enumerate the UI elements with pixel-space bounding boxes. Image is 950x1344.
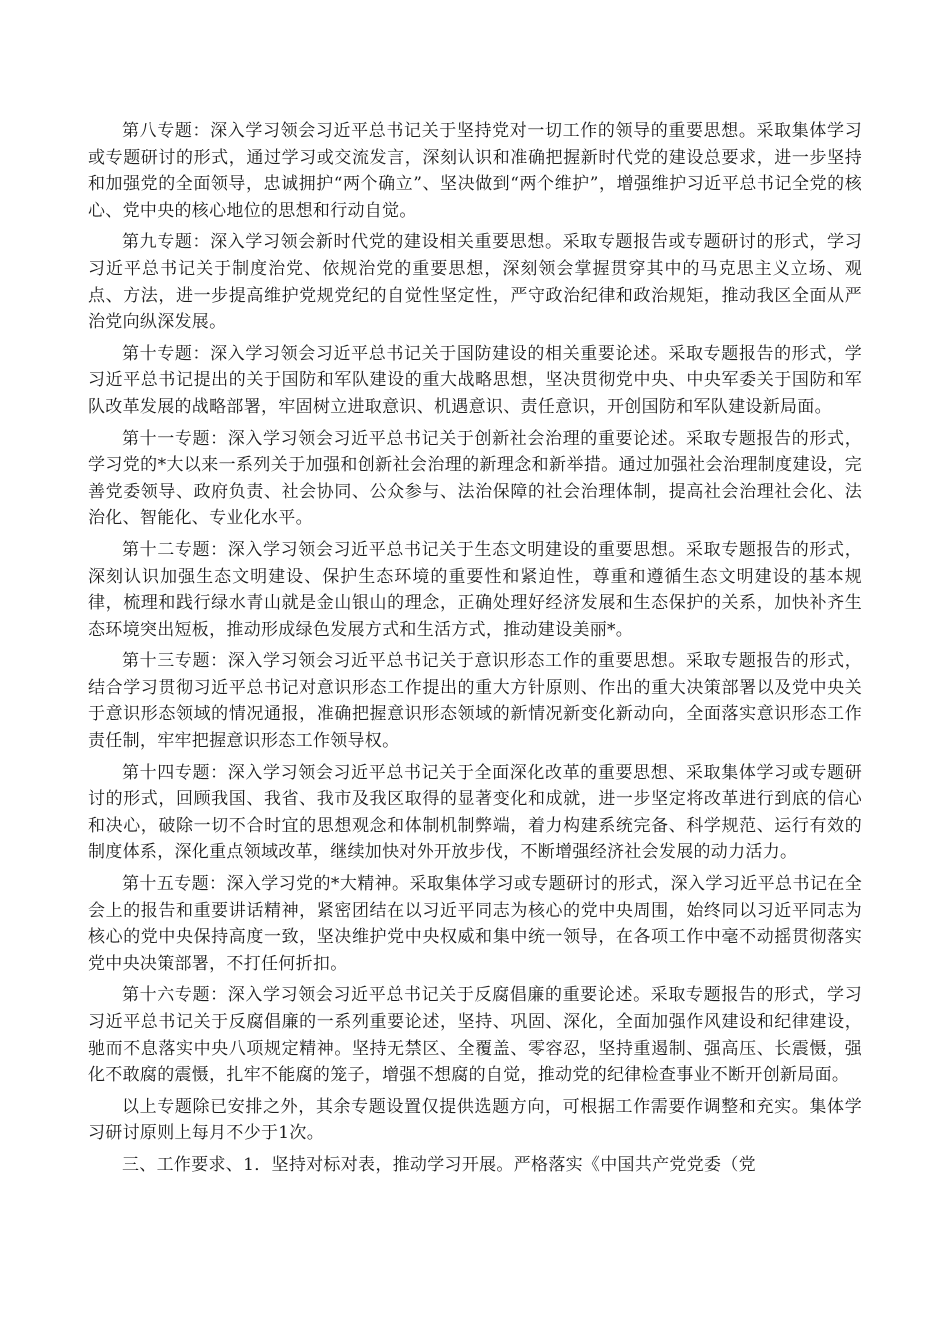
paragraph-topic-15: 第十五专题：深入学习党的*大精神。采取集体学习或专题研讨的形式，深入学习近平总书记在全会上的报告和重要讲话精神，紧密团结在以习近平同志为核心的党中央周围，始终同以习近平同志为核心的党中央保持高度一致，坚决维护党中央权威和集中统一领导，在各项工作中毫不动摇贯彻落实党中央决策部署，不打任何折扣。	[88, 874, 862, 974]
paragraph-summary: 以上专题除已安排之外，其余专题设置仅提供选题方向，可根据工作需要作调整和充实。集体学习研讨原则上每月不少于1次。	[88, 1096, 862, 1144]
paragraph-topic-16: 第十六专题：深入学习领会习近平总书记关于反腐倡廉的重要论述。采取专题报告的形式，学习习近平总书记关于反腐倡廉的一系列重要论述，坚持、巩固、深化，全面加强作风建设和纪律建设，驰而不息落实中央八项规定精神。坚持无禁区、全覆盖、零容忍，坚持重遏制、强高压、长震慑，强化不敢腐的震慑，扎牢不能腐的笼子，增强不想腐的自觉，推动党的纪律检查事业不断开创新局面。	[88, 985, 862, 1086]
paragraph-topic-8: 第八专题：深入学习领会习近平总书记关于坚持党对一切工作的领导的重要思想。采取集体学习或专题研讨的形式，通过学习或交流发言，深刻认识和准确把握新时代党的建设总要求，进一步坚持和加强党的全面领导，忠诚拥护“两个确立”、坚决做到“两个维护”，增强维护习近平总书记全党的核心、党中央的核心地位的思想和行动自觉。	[88, 121, 862, 221]
paragraph-topic-11: 第十一专题：深入学习领会习近平总书记关于创新社会治理的重要论述。采取专题报告的形式，学习党的*大以来一系列关于加强和创新社会治理的新理念和新举措。通过加强社会治理制度建设，完善党委领导、政府负责、社会协同、公众参与、法治保障的社会治理体制，提高社会治理社会化、法治化、智能化、专业化水平。	[88, 428, 862, 529]
paragraph-topic-14: 第十四专题：深入学习领会习近平总书记关于全面深化改革的重要思想、采取集体学习或专题研讨的形式，回顾我国、我省、我市及我区取得的显著变化和成就，进一步坚定将改革进行到底的信心和决心，破除一切不合时宜的思想观念和体制机制弊端，着力构建系统完备、科学规范、运行有效的制度体系，深化重点领域改革，继续加快对外开放步伐，不断增强经济社会发展的动力活力。	[88, 762, 862, 863]
paragraph-work-requirements: 三、工作要求、1．坚持对标对表，推动学习开展。严格落实《中国共产党党委（党	[122, 1154, 756, 1175]
document-body	[88, 118, 862, 1184]
paragraph-topic-12: 第十二专题：深入学习领会习近平总书记关于生态文明建设的重要思想。采取专题报告的形式，深刻认识加强生态文明建设、保护生态环境的重要性和紧迫性，尊重和遵循生态文明建设的基本规律，梳理和践行绿水青山就是金山银山的理念，正确处理好经济发展和生态保护的关系，加快补齐生态环境突出短板，推动形成绿色发展方式和生活方式，推动建设美丽*。	[88, 539, 862, 640]
paragraph-topic-10: 第十专题：深入学习领会习近平总书记关于国防建设的相关重要论述。采取专题报告的形式，学习近平总书记提出的关于国防和军队建设的重大战略思想，坚决贯彻党中央、中央军委关于国防和军队改革发展的战略部署，牢固树立进取意识、机遇意识、责任意识，开创国防和军队建设新局面。	[88, 343, 862, 417]
paragraph-topic-9: 第九专题：深入学习领会新时代党的建设相关重要思想。采取专题报告或专题研讨的形式，学习习近平总书记关于制度治党、依规治党的重要思想，深刻领会掌握贯穿其中的马克思主义立场、观点、方法，进一步提高维护党规党纪的自觉性坚定性，严守政治纪律和政治规矩，推动我区全面从严治党向纵深发展。	[88, 232, 862, 333]
paragraph-topic-13: 第十三专题：深入学习领会习近平总书记关于意识形态工作的重要思想。采取专题报告的形式，结合学习贯彻习近平总书记对意识形态工作提出的重大方针原则、作出的重大决策部署以及党中央关于意识形态领域的情况通报，准确把握意识形态领域的新情况新变化新动向，全面落实意识形态工作责任制，牢牢把握意识形态工作领导权。	[88, 651, 862, 752]
